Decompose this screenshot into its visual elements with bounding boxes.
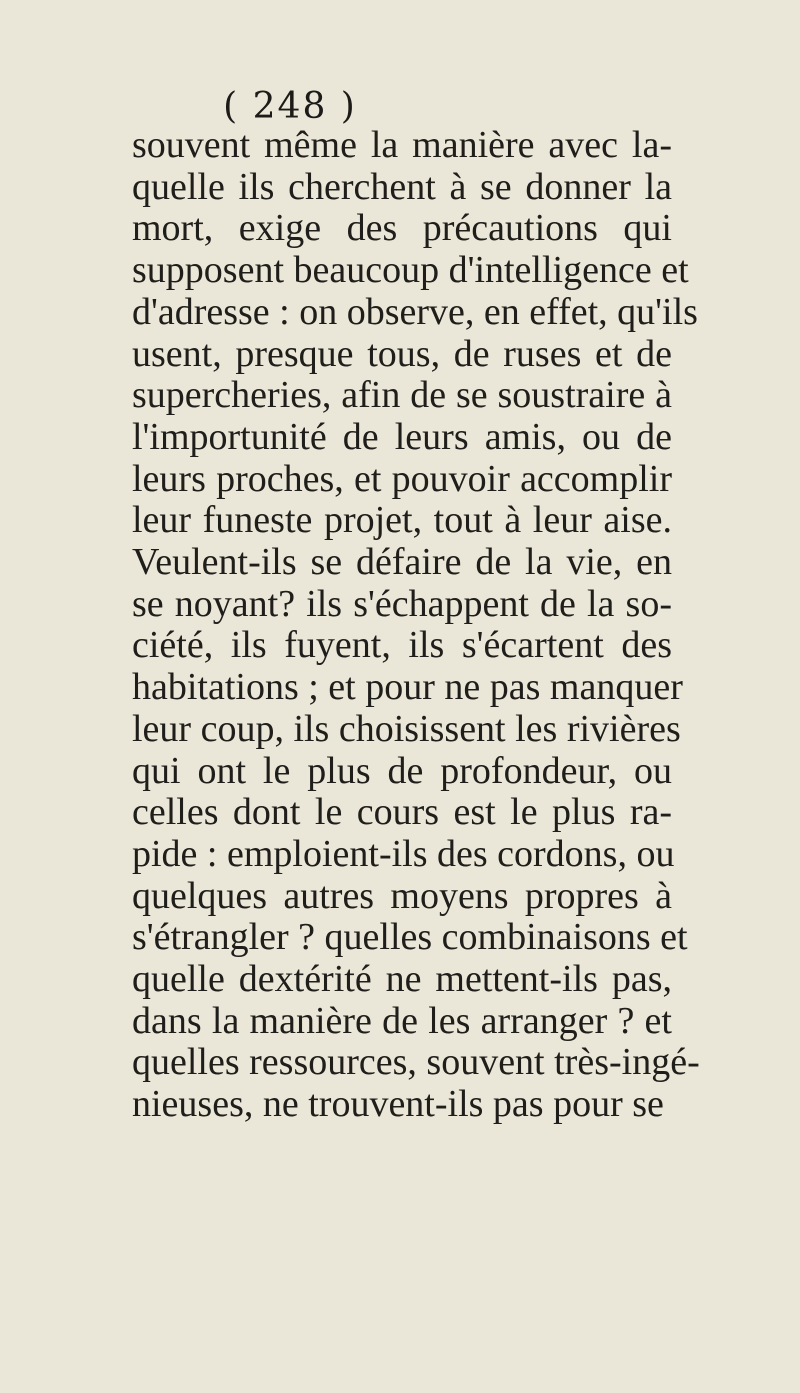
text-line: s'étrangler ? quelles combinaisons et bbox=[132, 916, 688, 959]
text-line: Veulent-ils se défaire de la vie, en bbox=[132, 541, 672, 584]
text-line: habitations ; et pour ne pas manquer bbox=[132, 666, 683, 709]
text-line: souvent même la manière avec la- bbox=[132, 124, 672, 166]
text-line: pide : emploient-ils des cordons, ou bbox=[132, 832, 675, 875]
text-line: qui ont le plus de profondeur, ou bbox=[132, 749, 672, 792]
text-line: supercheries, afin de se soustraire à bbox=[132, 374, 672, 417]
text-line: celles dont le cours est le plus ra- bbox=[132, 791, 672, 834]
text-line: quelle ils cherchent à se donner la bbox=[132, 165, 672, 208]
text-line: leur coup, ils choisissent les rivières bbox=[132, 707, 681, 750]
text-line: l'importunité de leurs amis, ou de bbox=[132, 415, 672, 458]
text-line: quelques autres moyens propres à bbox=[132, 874, 672, 917]
text-line: supposent beaucoup d'intelligence et bbox=[132, 249, 689, 292]
text-line: quelles ressources, souvent très-ingé- bbox=[132, 1041, 700, 1084]
text-line: ciété, ils fuyent, ils s'écartent des bbox=[132, 624, 672, 667]
text-line: leurs proches, et pouvoir accomplir bbox=[132, 457, 672, 500]
text-line: se noyant? ils s'échappent de la so- bbox=[132, 582, 672, 625]
text-line: leur funeste projet, tout à leur aise. bbox=[132, 499, 672, 542]
page-number: ( 248 ) bbox=[223, 86, 357, 127]
text-line: mort, exige des précautions qui bbox=[132, 207, 672, 250]
text-line: dans la manière de les arranger ? et bbox=[132, 999, 672, 1042]
text-line: d'adresse : on observe, en effet, qu'ils bbox=[132, 290, 698, 333]
text-line: usent, presque tous, de ruses et de bbox=[132, 332, 672, 375]
text-line: quelle dextérité ne mettent-ils pas, bbox=[132, 958, 672, 1001]
body-text bbox=[132, 124, 700, 1126]
text-line: nieuses, ne trouvent-ils pas pour se bbox=[132, 1083, 664, 1126]
